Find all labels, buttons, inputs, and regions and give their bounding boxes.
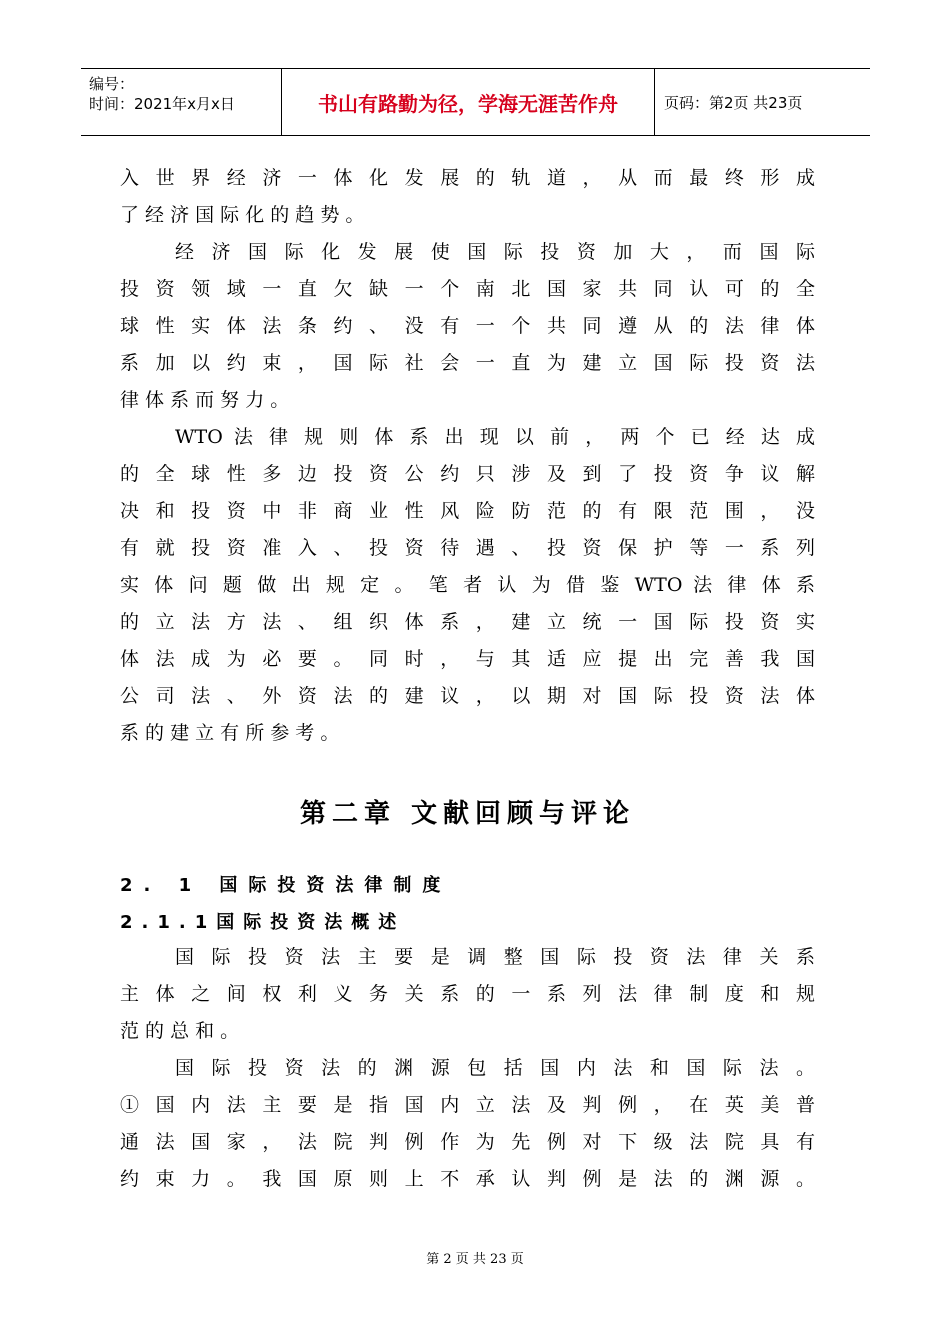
- motto: 书山有路勤为径，学海无涯苦作舟: [282, 69, 655, 135]
- page-footer: 第 2 页 共 23 页: [426, 1252, 524, 1267]
- text-line: 通 法 国 家 ， 法 院 判 例 作 为 先 例 对 下 级 法 院 具 有: [120, 1131, 815, 1153]
- text-line: ① 国 内 法 主 要 是 指 国 内 立 法 及 判 例 ， 在 英 美 普: [120, 1094, 815, 1116]
- text-line: 有 就 投 资 准 入 、 投 资 待 遇 、 投 资 保 护 等 一 系 列: [120, 537, 815, 559]
- text-line: 系 加 以 约 束 ， 国 际 社 会 一 直 为 建 立 国 际 投 资 法: [120, 352, 815, 374]
- text-line: 律 体 系 而 努 力 。: [120, 389, 290, 411]
- section-heading: 2. 1 国际投资法律制度: [120, 875, 452, 896]
- header-left-cell: [81, 69, 282, 135]
- text-line: 约 束 力 。 我 国 原 则 上 不 承 认 判 例 是 法 的 渊 源 。: [120, 1168, 815, 1190]
- text-line: 的 立 法 方 法 、 组 织 体 系 ， 建 立 统 一 国 际 投 资 实: [120, 611, 815, 633]
- text-line: 入 世 界 经 济 一 体 化 发 展 的 轨 道 ， 从 而 最 终 形 成: [120, 167, 815, 189]
- subsection-heading: 2.1.1国际投资法概述: [120, 912, 406, 933]
- text-line: WTO 法 律 规 则 体 系 出 现 以 前 ， 两 个 已 经 达 成: [175, 426, 815, 448]
- text-line: 投 资 领 域 一 直 欠 缺 一 个 南 北 国 家 共 同 认 可 的 全: [120, 278, 815, 300]
- page-header: [81, 68, 870, 136]
- text-line: 系 的 建 立 有 所 参 考 。: [120, 722, 340, 744]
- page-info: 页码：第2页 共23页: [664, 93, 803, 112]
- time-label: 时间：2021年x月x日: [89, 95, 235, 113]
- text-line: 体 法 成 为 必 要 。 同 时 ， 与 其 适 应 提 出 完 善 我 国: [120, 648, 815, 670]
- chapter-title: 第二章 文献回顾与评论: [299, 799, 636, 829]
- text-line: 决 和 投 资 中 非 商 业 性 风 险 防 范 的 有 限 范 围 ， 没: [120, 500, 815, 522]
- text-line: 球 性 实 体 法 条 约 、 没 有 一 个 共 同 遵 从 的 法 律 体: [120, 315, 815, 337]
- text-line: 实 体 问 题 做 出 规 定 。 笔 者 认 为 借 鉴 WTO 法 律 体 系: [120, 574, 815, 596]
- text-line: 经 济 国 际 化 发 展 使 国 际 投 资 加 大 ， 而 国 际: [175, 241, 815, 263]
- text-line: 的 全 球 性 多 边 投 资 公 约 只 涉 及 到 了 投 资 争 议 解: [120, 463, 815, 485]
- text-line: 国 际 投 资 法 主 要 是 调 整 国 际 投 资 法 律 关 系: [175, 946, 815, 968]
- text-line: 国 际 投 资 法 的 渊 源 包 括 国 内 法 和 国 际 法 。: [175, 1057, 815, 1079]
- number-label: 编号：: [89, 75, 135, 93]
- text-line: 公 司 法 、 外 资 法 的 建 议 ， 以 期 对 国 际 投 资 法 体: [120, 685, 815, 707]
- text-line: 范 的 总 和 。: [120, 1020, 240, 1042]
- text-line: 了 经 济 国 际 化 的 趋 势 。: [120, 204, 365, 226]
- text-line: 主 体 之 间 权 利 义 务 关 系 的 一 系 列 法 律 制 度 和 规: [120, 983, 815, 1005]
